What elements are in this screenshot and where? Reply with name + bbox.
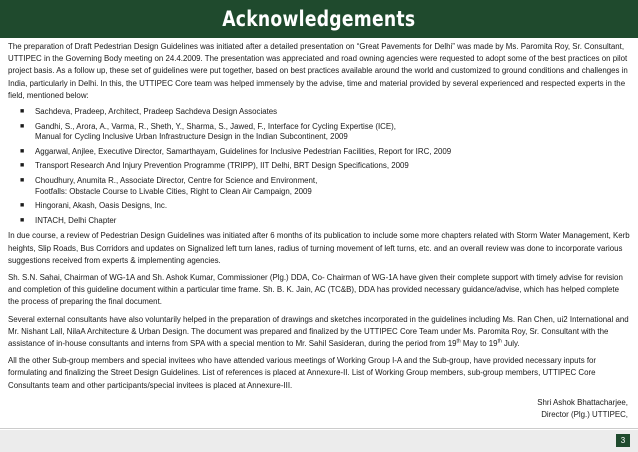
list-item: ■ Gandhi, S., Arora, A., Varma, R., Sheth, Y., Sharma, S., Jawed, F., Interface for Cycling Expertise (ICE), Manual for Cycling Inclusive Urban Infrastructure Design in the Indian Subcontinent, 2009 — [20, 121, 396, 142]
document-body — [8, 41, 630, 422]
signature-block — [8, 397, 630, 422]
list-item: ■ Aggarwal, Anjlee, Executive Director, Samarthayam, Guidelines for Inclusive Pedestrian Facilities, Report for IRC, 2009 — [20, 146, 452, 156]
bullet-icon: ■ — [20, 122, 25, 130]
title-bar — [0, 0, 638, 38]
bullet-icon: ■ — [20, 147, 25, 155]
paragraph-intro: The preparation of Draft Pedestrian Design Guidelines was initiated after a detailed presentation on “Great Pavements for Delhi” was made by Ms. Paromita Roy, Sr. Consultant, UTTIPEC in the Governing Body meeting on 24.4.2009. The presentation was appreciated and road owning agencies were requested to adopt some of the best practices on pilot project basis. As a follow up, these set of guidelines were put together, based on best practices available around the world and customized to ground conditions and challenges in India, particularly in Delhi. In this, the UTTIPEC Core team was helped immensely by the advise, time and material provided by several experienced and respected experts in the field, mentioned below: — [8, 42, 628, 100]
bullet-icon: ■ — [20, 162, 25, 170]
paragraph-consultants: Several external consultants have also voluntarily helped in the preparation of drawings and sketches incorporated in the guidelines including Ms. Ran Chen, ui2 International and Mr. Nishant Lall, NilaA Architecture & Urban Design. The document was prepared and finalized by the UTTIPEC Core Team under Ms. Paromita Roy, Sr. Consultant with the assistance of in-house consultants and interns from SPA with a special mention to Mr. Sahil Sasideran, during the period from 19th May to 19th July. — [8, 314, 629, 348]
footer-divider — [0, 428, 638, 429]
paragraph-subgroup: All the other Sub-group members and special invitees who have attended various meetings of Working Group I-A and the Sub-group, have provided necessary inputs for formulating and finalizing the Street Design Guidelines. List of references is placed at Annexure-II. List of Working Group members, sub-group members, UTTIPEC Core Consultants team and other participants/special invitees is placed at Annexure-III. — [8, 356, 597, 390]
page-number: 3 — [616, 434, 630, 447]
bullet-icon: ■ — [20, 216, 25, 224]
bullet-icon: ■ — [20, 108, 25, 116]
paragraph-support: Sh. S.N. Sahai, Chairman of WG-1A and Sh. Ashok Kumar, Commissioner (Plg.) DDA, Co- Chairman of WG-1A have given their complete support with timely advise for revision and completion of this guideline document within a particular time frame. Sh. B. K. Jain, AC (TC&B), DDA has provided necessary guidance/advise, which has helped complete the process of preparing the final document. — [8, 272, 623, 307]
signatory-designation: Director (Plg.) UTTIPEC, — [541, 410, 628, 420]
bullet-icon: ■ — [20, 176, 25, 184]
list-item: ■ Sachdeva, Pradeep, Architect, Pradeep Sachdeva Design Associates — [20, 107, 278, 117]
footer-bar — [0, 430, 638, 452]
expert-list — [8, 107, 630, 226]
paragraph-review: In due course, a review of Pedestrian Design Guidelines was initiated after 6 months of its publication to include some more chapters related with Storm Water Management, Kerb heights, Slip Roads, Bus Corridors and updates on Signalized left turn lanes, radius of turning movement of left turns, etc. and an overall review was done to incorporate various suggestions received from experts & implementing agencies. — [8, 231, 630, 265]
page-title: Acknowledgements — [222, 7, 416, 31]
list-item: ■ INTACH, Delhi Chapter — [20, 215, 117, 225]
list-item: ■ Choudhury, Anumita R., Associate Director, Centre for Science and Environment, Footfalls: Obstacle Course to Livable Cities, Right to Clean Air Campaign, 2009 — [20, 175, 318, 196]
list-item: ■ Transport Research And Injury Prevention Programme (TRIPP), IIT Delhi, BRT Design Specifications, 2009 — [20, 161, 409, 171]
bullet-icon: ■ — [20, 202, 25, 210]
list-item: ■ Hingorani, Akash, Oasis Designs, Inc. — [20, 201, 168, 211]
signatory-name: Shri Ashok Bhattacharjee, — [537, 397, 628, 407]
